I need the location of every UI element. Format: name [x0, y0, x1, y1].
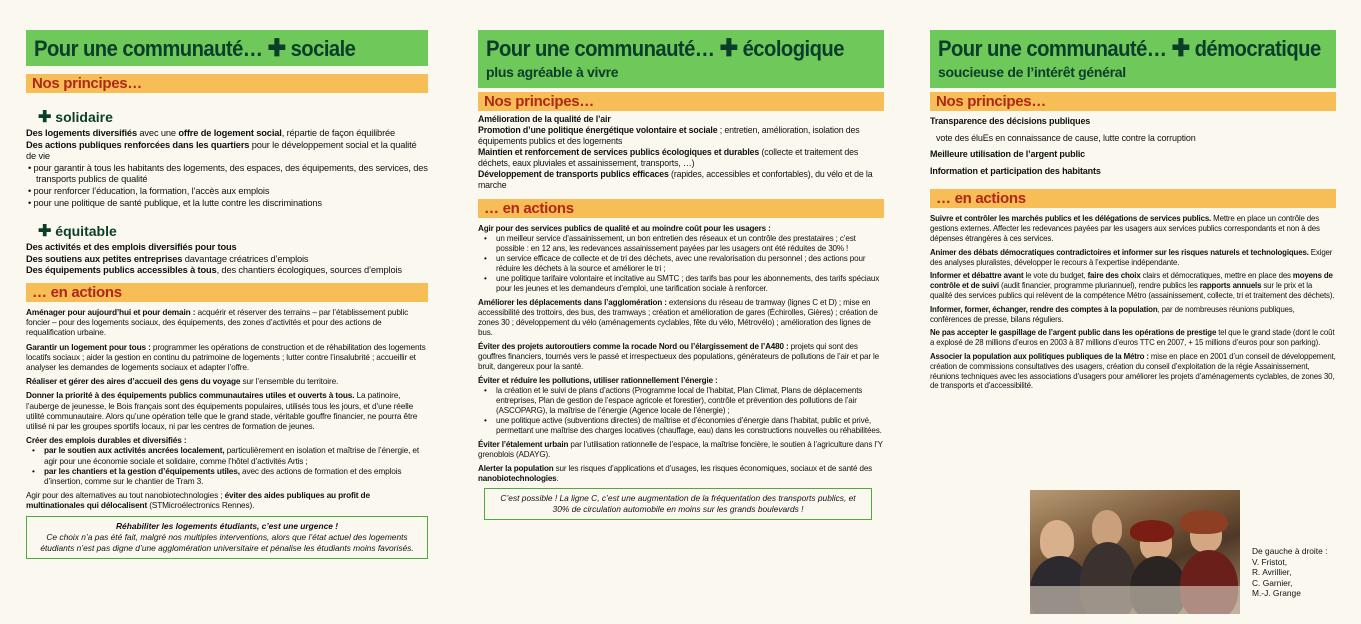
column-sociale: [26, 0, 428, 624]
list-item: • un service efficace de collecte et de tri des déchets, avec une revalorisation du personnel ; des actions pour réduire les déchets à la source et améliorer le tri ;: [478, 254, 884, 274]
equitable-text: Des activités et des emplois diversifiés pour tous Des soutiens aux petites entreprises davantage créatrices d’emplois Des équipements publics accessibles à tous, des chantiers écologiques, sources d’emplois: [26, 242, 402, 276]
group-photo: [1030, 490, 1240, 614]
plus-icon: ✚: [267, 35, 286, 62]
page-subtitle: plus agréable à vivre: [486, 64, 619, 80]
actions-band: … en actions: [26, 283, 428, 302]
page-title-sociale: Pour une communauté… ✚ sociale: [34, 35, 356, 62]
principes-text: Transparence des décisions publiques vote des éluEs en connaissance de cause, lutte contre la corruption Meilleure utilisation de l’argent public Information et participation des habitants: [930, 116, 1196, 176]
principes-band: Nos principes…: [26, 74, 428, 93]
list-item: • une politique tarifaire volontaire et incitative au SMTC ; des tarifs bas pour les abonnements, des tarifs spéciaux pour les jeunes et les demandeurs d’emploi, une tarification sociale à renforcer.: [478, 274, 884, 294]
list-item: • par les chantiers et la gestion d’équipements utiles, avec des actions de formation et des emplois d’insertion, comme sur le chantier de Tram 3.: [26, 466, 428, 486]
solidaire-text: Des logements diversifiés avec une offre de logement social, répartie de façon équilibrée Des actions publiques renforcées dans les quartiers pour le développement social et la qualité de vie • pour garantir à tous les habitants des logements, des espaces, des équipements, des services, des transports publics de qualité • pour renforcer l’éducation, la formation, l’accès aux emplois • pour une politique de santé publique, et la lutte contre les discriminations: [26, 128, 428, 208]
actions-text: Aménager pour aujourd’hui et pour demain : acquérir et réserver des terrains – par l’établissement public foncier – pour des logements sociaux, des équipements, des zones d’activités et pour des actions de requalification urbaine. Garantir un logement pour tous : programmer les opérations de construction et de réhabilitation des logements locatifs sociaux ; aider la gestion en continu du patrimoine de logements ; lutter contre l’insalubrité ; accueillir et analyser les demandes de logements sociaux et adapter l’offre. Réaliser et gérer des aires d’accueil des gens du voyage sur l’ensemble du territoire. Donner la priorité à des équipements publics communautaires utiles et ouverts à tous. La patinoire, l’auberge de jeunesse, le Bois français sont des équipements populaires, utilisés tous les jours, et d’une réelle utilité communautaire. Alors qu’une opération telle que le grand stade, véritable gouffre financier, ne pourra être utilisé ni par les groupes sportifs locaux, ni par les centres de formation de jeunes. Créer des emplois durables et diversifiés : • par le soutien aux activités ancrées localement, particulièrement en isolation et maîtrise de l’énergie, et agir pour une économie sociale et solidaire, comme l’hôtel d’activités Artis ; • par les chantiers et la gestion d’équipements utiles, avec des actions de formation et des emplois d’insertion, comme sur le chantier de Tram 3. Agir pour des alternatives au tout nanobiotechnologies ; éviter des aides publiques au profit de multinationales qui délocalisent (STMicroélectronics Rennes).: [26, 307, 428, 511]
page-title-ecologique: Pour une communauté… ✚ écologique: [486, 35, 844, 62]
page-subtitle: soucieuse de l’intérêt général: [938, 64, 1126, 80]
photo-caption: De gauche à droite : V. Fristot, R. Avrillier, C. Garnier, M.-J. Grange: [1252, 546, 1328, 599]
list-item: • pour garantir à tous les habitants des logements, des espaces, des équipements, des services, des transports publics de qualité: [28, 162, 428, 185]
list-item: • pour renforcer l’éducation, la formation, l’accès aux emplois: [28, 185, 270, 196]
actions-band: … en actions: [478, 199, 884, 218]
callout-box: Réhabiliter les logements étudiants, c’est une urgence ! Ce choix n’a pas été fait, malgré nos multiples interventions, alors que l’état actuel des logements étudiants n’est pas digne d’une agglomération universitaire et pénalise les étudiants moins favorisés.: [26, 516, 428, 559]
title-box-democratique: [930, 30, 1336, 88]
plus-icon: ✚: [38, 109, 52, 126]
title-box-ecologique: [478, 30, 884, 88]
page-title-democratique: Pour une communauté… ✚ démocratique: [938, 35, 1321, 62]
list-item: • la création et le suivi de plans d’actions (Programme local de l’habitat, Plan Climat, Plans de déplacements entreprises, Plan de gestion de l’espace agricole et forestier), contrôle et prévention des pollutions de l’air (ASCOPARG), la maîtrise de l’énergie (Agence locale de l’énergie) ;: [478, 386, 884, 416]
plus-icon: ✚: [38, 223, 52, 241]
list-item: • un meilleur service d’assainissement, un bon entretien des réseaux et un contrôle des prestataires ; c’est possible : en 12 ans, les redevances assainissement payées par les usagers ont été réduites de 30% !: [478, 234, 884, 254]
callout-box: C’est possible ! La ligne C, c’est une augmentation de la fréquentation des transports publics, et 30% de circulation automobile en moins sur les grands boulevards !: [484, 488, 872, 520]
actions-text: Suivre et contrôler les marchés publics et les délégations de services publics. Mettre en place un contrôle des gestions externes. Affecter les redevances payées par les usagers aux services publics correspondants et non à des dépenses étrangères à ces services. Animer des débats démocratiques contradictoires et informer sur les risques naturels et technologiques. Exiger des analyses pluralistes, développer le recours à l’expertise indépendante. Informer et débattre avant le vote du budget, faire des choix clairs et démocratiques, mettre en place des moyens de contrôle et de suivi (audit financier, programme pluriannuel), rendre publics les rapports annuels sur le prix et la qualité des services publics qui relèvent de la compétence Métro (assainissement, collecte, tri et traitement des déchets). Informer, former, échanger, rendre des comptes à la population, par de nombreuses réunions publiques, conférences de presse, bilans réguliers. Ne pas accepter le gaspillage de l’argent public dans les opérations de prestige tel que le grand stade (dont le coût a explosé de 28 millions d’euros en 2003 à 87 millions d’euros TTC en 2007, + 15 millions d’euros pour son parking). Associer la population aux politiques publiques de la Métro : mise en place en 2001 d’un conseil de développement, création de commissions consultatives des usagers, création du conseil d’exploitation de la régie Assainissement, réunions techniques avec les associations d’usagers pour améliorer les projets d’aménagements cyclables, de zones 30, de transports et d’accessibilité.: [930, 214, 1336, 391]
list-item: • pour une politique de santé publique, et la lutte contre les discriminations: [28, 197, 322, 208]
list-item: • par le soutien aux activités ancrées localement, particulièrement en isolation et maîtrise de l’énergie, et agir pour une économie sociale et solidaire, comme l’hôtel d’activités Artis ;: [26, 445, 428, 465]
column-ecologique: [478, 0, 884, 624]
heading-equitable: ✚ équitable: [38, 223, 117, 241]
plus-icon: ✚: [1171, 35, 1190, 62]
principes-text: Amélioration de la qualité de l’air Promotion d’une politique énergétique volontaire et sociale ; entretien, amélioration, isolation des équipements publics et des logements Maintien et renforcement de services publics écologiques et durables (collecte et traitement des déchets, eaux pluviales et assainissement, transports, …) Développement de transports publics efficaces (rapides, accessibles et confortables), du vélo et de la marche: [478, 114, 873, 190]
actions-band: … en actions: [930, 189, 1336, 208]
principes-band: Nos principes…: [478, 92, 884, 111]
heading-solidaire: ✚ solidaire: [38, 109, 113, 126]
actions-text: Agir pour des services publics de qualité et au moindre coût pour les usagers : • un meilleur service d’assainissement, un bon entretien des réseaux et un contrôle des prestataires ; c’est possible : en 12 ans, les redevances assainissement payées par les usagers ont été réduites de 30% ! • un service efficace de collecte et de tri des déchets, avec une revalorisation du personnel ; des actions pour réduire les déchets à la source et améliorer le tri ; • une politique tarifaire volontaire et incitative au SMTC ; des tarifs bas pour les abonnements, des tarifs spéciaux pour les jeunes et les demandeurs d’emploi, une tarification sociale à renforcer. Améliorer les déplacements dans l’agglomération : extensions du réseau de tramway (lignes C et D) ; mise en accessibilité des trottoirs, des bus, des tramways ; création et amélioration de gares (Échirolles, Gières) ; création de zones 30 ; développement du vélo (aménagements cyclables, fête du vélo, Métrovélo) ; amélioration des lignes de bus. Éviter des projets autoroutiers comme la rocade Nord ou l’élargissement de l’A480 : projets qui sont des gouffres financiers, tournés vers le passé et irrespectueux des populations, générateurs de pollutions de l’air et par le bruit, dangereux pour la santé. Éviter et réduire les pollutions, utiliser rationnellement l’énergie : • la création et le suivi de plans d’actions (Programme local de l’habitat, Plan Climat, Plans de déplacements entreprises, Plan de gestion de l’espace agricole et forestier), contrôle et prévention des pollutions de l’air (ASCOPARG), la maîtrise de l’énergie (Agence locale de l’énergie) ; • une politique active (subventions directes) de maîtrise et d’économies d’énergie dans l’habitat, public et privé, permettant une maîtrise des charges locatives (chauffage, eau) dans les constructions nouvelles ou réhabilitées. Éviter l’étalement urbain par l’utilisation rationnelle de l’espace, la maîtrise foncière, le soutien à l’agriculture dans l’Y grenoblois (ADAYG). Alerter la population sur les risques d’applications et d’usages, les risques économiques, sociaux et de santé des nanobiotechnologies.: [478, 224, 884, 484]
principes-band: Nos principes…: [930, 92, 1336, 111]
column-democratique: [930, 0, 1336, 624]
list-item: • une politique active (subventions directes) de maîtrise et d’économies d’énergie dans l’habitat, public et privé, permettant une maîtrise des charges locatives (chauffage, eau) dans les constructions nouvelles ou réhabilitées.: [478, 416, 884, 436]
title-box-sociale: [26, 30, 428, 66]
plus-icon: ✚: [719, 35, 738, 62]
